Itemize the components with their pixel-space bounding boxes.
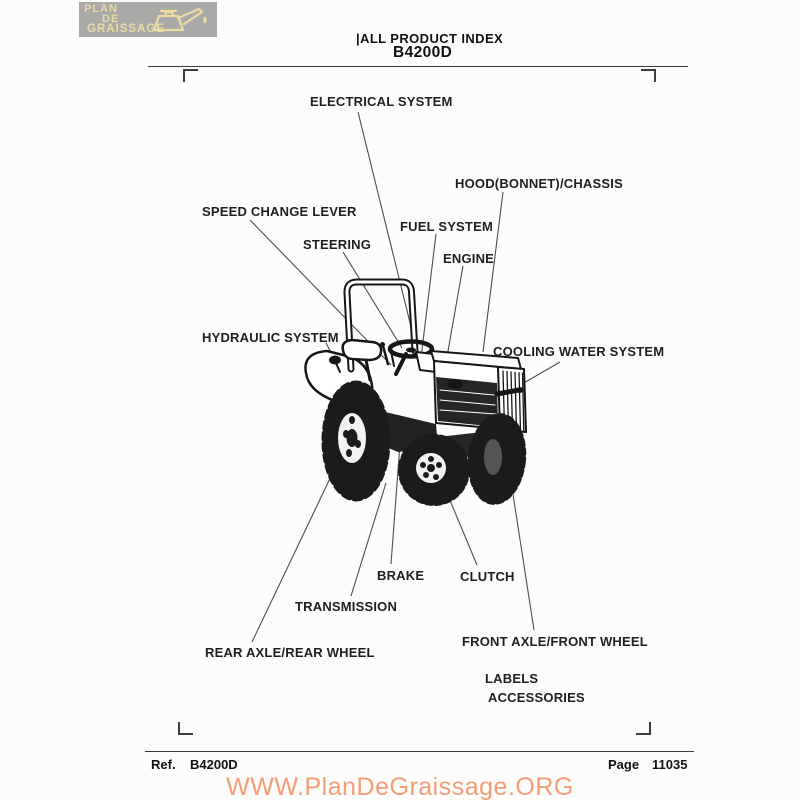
diagram-label-front-axle-front-wheel: FRONT AXLE/FRONT WHEEL bbox=[462, 634, 648, 649]
diagram-label-rear-axle-rear-wheel: REAR AXLE/REAR WHEEL bbox=[205, 645, 375, 660]
footer-rule bbox=[145, 751, 694, 752]
tractor-illustration bbox=[305, 282, 527, 504]
diagram-label-steering: STEERING bbox=[303, 237, 372, 252]
leader-line-front-axle-front-wheel bbox=[510, 475, 534, 630]
leader-line-fuel-system bbox=[421, 234, 436, 358]
footer-page-label: Page bbox=[608, 757, 640, 772]
diagram-label-speed-change-lever: SPEED CHANGE LEVER bbox=[202, 204, 357, 219]
logo-text-line3: GRAISSAGE bbox=[87, 23, 166, 35]
diagram-label-labels: LABELS bbox=[485, 671, 539, 686]
diagram-label-accessories: ACCESSORIES bbox=[488, 690, 585, 705]
footer-ref-label: Ref. bbox=[151, 757, 176, 772]
diagram-label-electrical-system: ELECTRICAL SYSTEM bbox=[310, 94, 453, 109]
logo-text-line2: DE bbox=[102, 13, 120, 25]
page-title: |ALL PRODUCT INDEX bbox=[356, 31, 504, 46]
footer-ref-value: B4200D bbox=[190, 757, 238, 772]
diagram-label-fuel-system: FUEL SYSTEM bbox=[400, 219, 493, 234]
diagram-label-transmission: TRANSMISSION bbox=[295, 599, 398, 614]
model-number: B4200D bbox=[393, 44, 453, 61]
diagram-label-hood-bonnet-chassis: HOOD(BONNET)/CHASSIS bbox=[455, 176, 623, 191]
diagram-label-engine: ENGINE bbox=[443, 251, 495, 266]
leader-line-clutch bbox=[449, 498, 477, 565]
footer-page-value: 11035 bbox=[652, 757, 688, 772]
diagram-label-hydraulic-system: HYDRAULIC SYSTEM bbox=[202, 330, 339, 345]
leader-line-hood-bonnet-chassis bbox=[483, 192, 503, 352]
logo-text-line1: PLAN bbox=[84, 3, 118, 15]
diagram-label-brake: BRAKE bbox=[377, 568, 425, 583]
site-watermark: WWW.PlanDeGraissage.ORG bbox=[226, 773, 574, 800]
diagram-label-clutch: CLUTCH bbox=[460, 569, 515, 584]
diagram-label-cooling-water-system: COOLING WATER SYSTEM bbox=[493, 344, 665, 359]
leader-line-brake bbox=[391, 444, 400, 564]
